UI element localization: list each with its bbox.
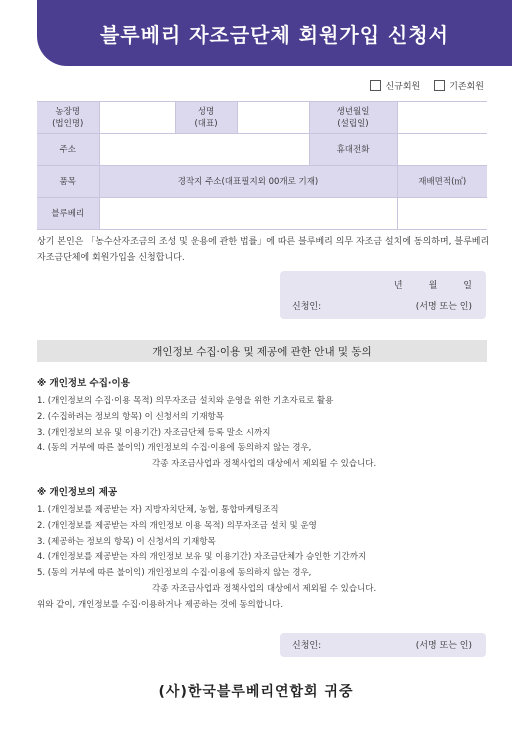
collection-heading: ※ 개인정보 수집·이용	[37, 378, 130, 389]
existing-member-checkbox[interactable]	[434, 80, 445, 91]
new-member-label: 신규회원	[385, 82, 421, 92]
collection-item-continued: 각종 자조금사업과 정책사업의 대상에서 제외될 수 있습니다.	[152, 459, 377, 470]
provision-item: 3. (제공하는 정보의 항목) 이 신청서의 기재항목	[37, 536, 216, 547]
mobile-label: 휴대전화	[309, 134, 397, 166]
collection-item: 1. (개인정보의 수집·이용 목적) 의무자조금 설치와 운영을 위한 기초자료로 활용	[37, 396, 334, 406]
provision-item: 2. (개인정보를 제공받는 자의 개인정보 이용 목적) 의무자조금 설치 및 운영	[37, 520, 317, 531]
new-member-checkbox[interactable]	[370, 80, 381, 91]
birth-field[interactable]	[397, 102, 487, 134]
existing-member-label: 기존회원	[449, 82, 484, 92]
farm-address-label: 경작지 주소(대표필지외 00개로 기재)	[99, 166, 397, 198]
address-label: 주소	[37, 134, 99, 166]
month-label: 월	[428, 281, 438, 291]
farm-name-field[interactable]	[99, 102, 175, 134]
year-label: 년	[393, 281, 403, 291]
address-field[interactable]	[99, 134, 309, 166]
existing-member-option[interactable]	[434, 79, 484, 92]
consent-applicant-label: 신청인:	[292, 641, 322, 651]
collection-item: 2. (수집하려는 정보의 항목) 이 신청서의 기재항목	[37, 411, 224, 422]
consent-statement: 위와 같이, 개인정보를 수집·이용하거나 제공하는 것에 동의합니다.	[37, 599, 284, 610]
addressee: (사)한국블루베리연합회 귀중	[158, 684, 354, 700]
date-row	[394, 278, 472, 291]
form-title: 블루베리 자조금단체 회원가입 신청서	[99, 22, 449, 47]
member-type-options	[370, 79, 484, 92]
provision-item-continued: 각종 자조금사업과 정책사업의 대상에서 제외될 수 있습니다.	[152, 583, 377, 594]
provision-item: 4. (개인정보를 제공받는 자의 개인정보 보유 및 이용기간) 자조금단체가 승인한 기간까지	[37, 552, 367, 563]
provision-heading: ※ 개인정보의 제공	[37, 487, 118, 498]
privacy-provision-notice	[37, 484, 497, 614]
day-label: 일	[463, 281, 472, 291]
farm-address-field[interactable]	[99, 198, 397, 230]
privacy-collection-notice	[37, 375, 497, 473]
provision-item: 1. (개인정보를 제공받는 자) 지방자치단체, 농협, 통합마케팅조직	[37, 505, 279, 515]
applicant-label: 신청인:	[292, 302, 322, 312]
header-banner	[37, 0, 512, 66]
collection-item: 4. (동의 거부에 따른 불이익) 개인정보의 수집·이용에 동의하지 않는 경우,	[37, 443, 312, 454]
signature-box	[280, 271, 486, 319]
item-label: 품목	[37, 166, 99, 198]
provision-item: 5. (동의 거부에 따른 불이익) 개인정보의 수집·이용에 동의하지 않는 경우,	[37, 568, 312, 579]
privacy-section-title: 개인정보 수집·이용 및 제공에 관한 안내 및 동의	[37, 340, 487, 362]
application-statement: 상기 본인은 「농수산자조금의 조성 및 운용에 관한 법률」에 따른 블루베리 의무 자조금 설치에 동의하며, 블루베리 자조금단체에 회원가입을 신청합니다.	[37, 237, 490, 263]
application-form-table	[37, 101, 487, 230]
area-field[interactable]	[397, 198, 487, 230]
name-label: 성명 (대표)	[175, 102, 237, 134]
mobile-field[interactable]	[397, 134, 487, 166]
collection-item: 3. (개인정보의 보유 및 이용기간) 자조금단체 등록 말소 시까지	[37, 427, 271, 438]
birth-label: 생년월일 (설립일)	[309, 102, 397, 134]
signature-row	[292, 299, 472, 312]
farm-name-label: 농장명 (법인명)	[37, 102, 99, 134]
sign-hint: (서명 또는 인)	[415, 302, 472, 312]
new-member-option[interactable]	[370, 79, 420, 92]
consent-signature-box	[280, 633, 486, 657]
consent-sign-hint: (서명 또는 인)	[415, 641, 472, 651]
area-label: 재배면적(㎡)	[397, 166, 487, 198]
consent-signature-row	[292, 638, 472, 651]
name-field[interactable]	[237, 102, 309, 134]
blueberry-label: 블루베리	[37, 198, 99, 230]
